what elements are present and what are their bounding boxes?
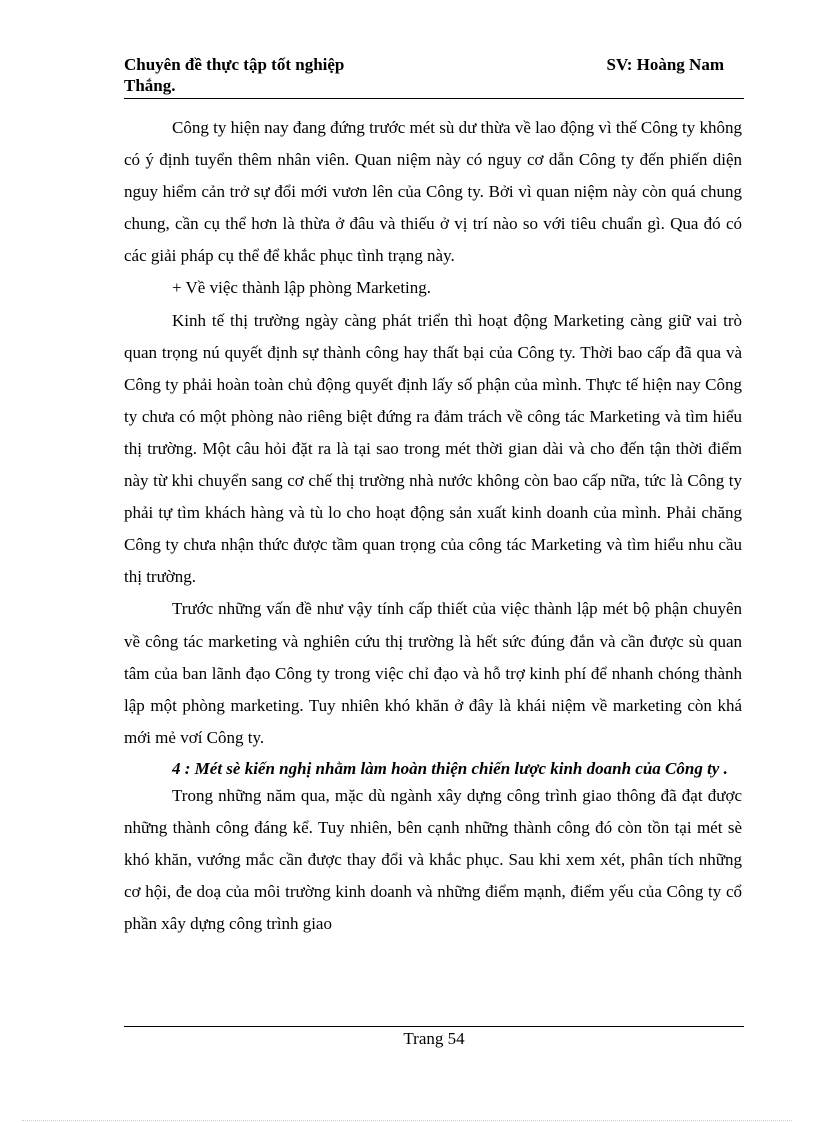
body-paragraph: Công ty hiện nay đang đứng trước mét sù dư thừa về lao động vì thế Công ty không có ý định tuyển thêm nhân viên. Quan niệm này có nguy cơ dẫn Công ty đến phiến diện nguy hiểm cản trở sự đổi mới vươn lên của Công ty. Bởi vì quan niệm này còn quá chung chung, cần cụ thể hơn là thừa ở đâu và thiếu ở vị trí nào so với tiêu chuẩn gì. Qua đó có các giải pháp cụ thể để khắc phục tình trạng này. [124,118,742,266]
page-bottom-border [22,1120,792,1121]
page-header [124,54,744,96]
page-body [124,112,742,940]
body-paragraph: Trước những vấn đề như vậy tính cấp thiết của việc thành lập mét bộ phận chuyên về công tác marketing và nghiên cứu thị trường là hết sức đúng đắn và cần được sù quan tâm của ban lãnh đạo Công ty trong việc chỉ đạo và hỗ trợ kinh phí để nhanh chóng thành lập một phòng marketing. Tuy nhiên khó khăn ở đây là khái niệm về marketing còn khá mới mẻ vơí Công ty. [124,599,742,747]
page-number: Trang 54 [403,1029,465,1048]
header-title-continuation: Thắng. [124,76,176,95]
footer-divider [124,1026,744,1027]
body-paragraph: Trong những năm qua, mặc dù ngành xây dựng công trình giao thông đã đạt được những thành công đáng kể. Tuy nhiên, bên cạnh những thành công đó còn tồn tại mét sè khó khăn, vướng mắc cần được thay đổi và khắc phục. Sau khi xem xét, phân tích những cơ hội, đe doạ của môi trường kinh doanh và những điểm mạnh, điểm yếu của Công ty cổ phần xây dựng công trình giao [124,785,742,934]
body-paragraph: Kinh tế thị trường ngày càng phát triển thì hoạt động Marketing càng giữ vai trò quan trọng nú quyết định sự thành công hay thất bại của Công ty. Thời bao cấp đã qua và Công ty phải hoàn toàn chủ động quyết định lấy số phận của mình. Thực tế hiện nay Công ty chưa có một phòng nào riêng biệt đứng ra đảm trách về công tác Marketing và tìm hiểu thị trường. Một câu hỏi đặt ra là tại sao trong mét thời gian dài và cho đến tận thời điểm này từ khi chuyển sang cơ chế thị trường nhà nước không còn bao cấp nữa, tức là Công ty phải tự tìm khách hàng và tù lo cho hoạt động sản xuất kinh doanh của mình. Phải chăng Công ty chưa nhận thức được tầm quan trọng của công tác Marketing và tìm hiểu nhu cầu thị trường. [124,310,742,587]
header-title: Chuyên đề thực tập tốt nghiệp [124,55,345,74]
section-heading: 4 : Mét sè kiến nghị nhằm làm hoàn thiện chiến lược kinh doanh của Công ty . [172,758,728,778]
header-divider [124,98,744,99]
header-student: SV: Hoàng Nam [606,55,724,74]
body-list-item: + Về việc thành lập phòng Marketing. [172,278,432,298]
